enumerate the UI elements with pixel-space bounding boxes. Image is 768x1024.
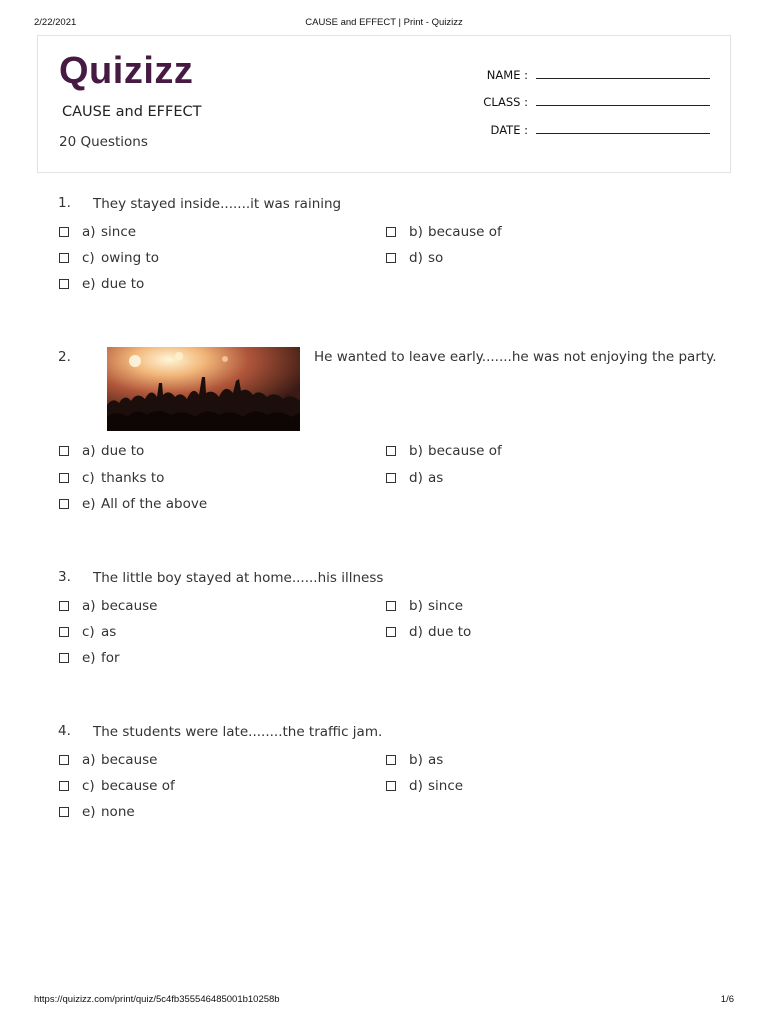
option-text: as	[428, 752, 444, 768]
option-letter: a)	[82, 224, 96, 240]
option-letter: c)	[82, 470, 95, 486]
class-field	[450, 95, 710, 115]
option-letter: b)	[409, 752, 423, 768]
checkbox[interactable]	[386, 781, 396, 791]
checkbox[interactable]	[386, 227, 396, 237]
option-letter: e)	[82, 804, 96, 820]
option-text: due to	[101, 443, 145, 459]
question-number: 2.	[58, 349, 71, 365]
checkbox[interactable]	[386, 755, 396, 765]
print-date: 2/22/2021	[34, 17, 77, 28]
option-text: none	[101, 804, 135, 820]
option-text: thanks to	[101, 470, 165, 486]
quiz-title: CAUSE and EFFECT	[62, 104, 202, 120]
class-label: CLASS :	[483, 95, 528, 109]
checkbox[interactable]	[59, 653, 69, 663]
option-letter: e)	[82, 496, 96, 512]
checkbox[interactable]	[59, 253, 69, 263]
option-text: because of	[428, 224, 502, 240]
option-text: because of	[428, 443, 502, 459]
option-letter: d)	[409, 624, 423, 640]
question-number: 1.	[58, 195, 71, 211]
question-number: 4.	[58, 723, 71, 739]
checkbox[interactable]	[59, 781, 69, 791]
question-text: The students were late........the traffic jam.	[93, 724, 383, 740]
option-letter: b)	[409, 224, 423, 240]
option-letter: d)	[409, 778, 423, 794]
page-number: 1/6	[720, 994, 734, 1005]
checkbox[interactable]	[386, 627, 396, 637]
print-url[interactable]: https://quizizz.com/print/quiz/5c4fb355546485001b10258b	[34, 994, 280, 1005]
checkbox[interactable]	[59, 279, 69, 289]
question-text: The little boy stayed at home......his illness	[93, 570, 384, 586]
option-letter: b)	[409, 443, 423, 459]
option-text: since	[428, 778, 464, 794]
option-text: as	[428, 470, 444, 486]
name-line[interactable]	[536, 78, 710, 79]
question-count: 20 Questions	[59, 134, 148, 150]
print-title: CAUSE and EFFECT | Print - Quizizz	[305, 17, 463, 28]
checkbox[interactable]	[59, 446, 69, 456]
option-letter: a)	[82, 598, 96, 614]
option-letter: c)	[82, 624, 95, 640]
option-text: since	[101, 224, 137, 240]
name-field	[450, 68, 710, 88]
option-letter: c)	[82, 778, 95, 794]
checkbox[interactable]	[59, 473, 69, 483]
question-text: They stayed inside.......it was raining	[93, 196, 342, 212]
option-text: because	[101, 598, 158, 614]
checkbox[interactable]	[59, 755, 69, 765]
option-text: due to	[101, 276, 145, 292]
checkbox[interactable]	[386, 446, 396, 456]
option-text: since	[428, 598, 464, 614]
checkbox[interactable]	[59, 601, 69, 611]
option-letter: e)	[82, 650, 96, 666]
option-letter: b)	[409, 598, 423, 614]
option-text: owing to	[101, 250, 160, 266]
option-letter: d)	[409, 470, 423, 486]
option-letter: a)	[82, 443, 96, 459]
quiz-header	[37, 35, 731, 173]
option-text: so	[428, 250, 444, 266]
option-text: All of the above	[101, 496, 208, 512]
checkbox[interactable]	[59, 627, 69, 637]
option-letter: e)	[82, 276, 96, 292]
option-letter: c)	[82, 250, 95, 266]
question-text: He wanted to leave early.......he was not enjoying the party.	[314, 349, 717, 365]
option-letter: d)	[409, 250, 423, 266]
option-letter: a)	[82, 752, 96, 768]
checkbox[interactable]	[59, 227, 69, 237]
option-text: due to	[428, 624, 472, 640]
option-text: because of	[101, 778, 175, 794]
option-text: for	[101, 650, 120, 666]
concert-crowd-image	[107, 347, 300, 431]
checkbox[interactable]	[59, 499, 69, 509]
checkbox[interactable]	[386, 253, 396, 263]
date-field	[450, 123, 710, 143]
option-text: as	[101, 624, 117, 640]
class-line[interactable]	[536, 105, 710, 106]
date-label: DATE :	[490, 123, 528, 137]
name-label: NAME :	[486, 68, 528, 82]
checkbox[interactable]	[386, 473, 396, 483]
checkbox[interactable]	[386, 601, 396, 611]
option-text: because	[101, 752, 158, 768]
date-line[interactable]	[536, 133, 710, 134]
quizizz-logo: Quizizz	[59, 50, 194, 92]
checkbox[interactable]	[59, 807, 69, 817]
question-number: 3.	[58, 569, 71, 585]
